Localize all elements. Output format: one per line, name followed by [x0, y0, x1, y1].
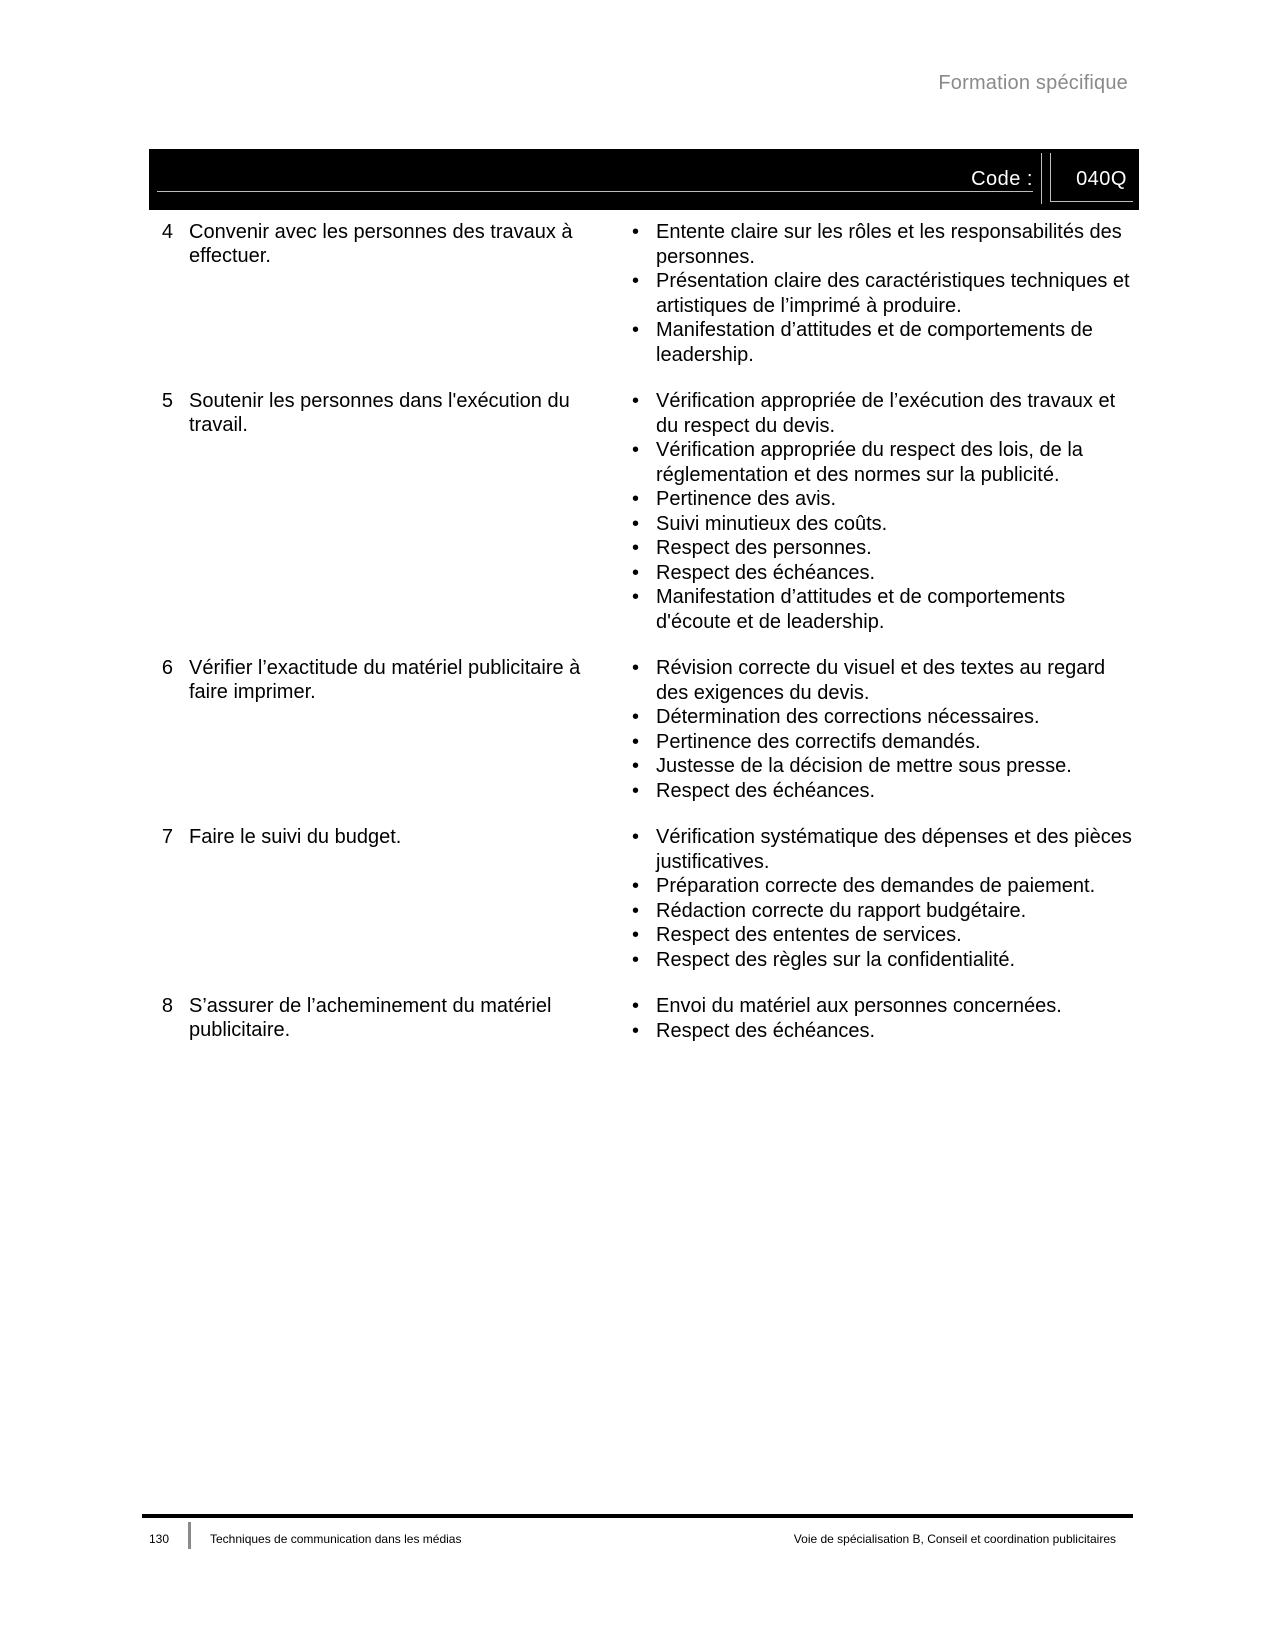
criteria-item	[630, 1019, 1139, 1044]
bullet-icon: •	[632, 730, 640, 753]
element-cell	[149, 220, 604, 367]
criteria-item	[630, 754, 1139, 779]
criteria-list	[630, 220, 1139, 367]
criteria-item	[630, 438, 1139, 487]
bullet-icon: •	[632, 270, 640, 292]
footer-rule	[142, 1514, 1133, 1518]
element-cell	[149, 825, 604, 972]
criteria-list	[630, 389, 1139, 634]
bullet-icon: •	[632, 779, 640, 802]
element-row	[149, 994, 1139, 1043]
bullet-icon: •	[632, 924, 640, 946]
criteria-item	[630, 705, 1139, 730]
criteria-item	[630, 923, 1139, 948]
criteria-item	[630, 825, 1139, 874]
criteria-text: Vérification appropriée du respect des lois, de la réglementation et des normes sur la publicité.	[656, 439, 1083, 486]
criteria-text: Justesse de la décision de mettre sous presse.	[656, 755, 1072, 777]
criteria-text: Suivi minutieux des coûts.	[656, 512, 888, 535]
criteria-item	[630, 512, 1139, 537]
criteria-list	[630, 994, 1139, 1043]
element-number: 7	[161, 826, 173, 848]
criteria-item	[630, 899, 1139, 924]
criteria-text: Manifestation d’attitudes et de comportements d'écoute et de leadership.	[656, 586, 1066, 633]
element-criteria-table	[149, 220, 1139, 1065]
criteria-cell	[630, 994, 1139, 1043]
criteria-item	[630, 389, 1139, 438]
criteria-cell	[630, 389, 1139, 634]
criteria-text: Respect des échéances.	[656, 561, 876, 584]
criteria-text: Entente claire sur les rôles et les responsabilités des personnes.	[656, 221, 1122, 268]
criteria-item	[630, 318, 1139, 367]
bullet-icon: •	[632, 995, 640, 1017]
criteria-text: Pertinence des avis.	[656, 488, 837, 510]
bullet-icon: •	[632, 537, 640, 559]
code-separator	[1041, 153, 1042, 204]
element-text: Vérifier l’exactitude du matériel publicitaire à faire imprimer.	[189, 657, 581, 703]
criteria-text: Respect des ententes de services.	[656, 924, 962, 946]
code-value-box	[1050, 153, 1133, 202]
criteria-item	[630, 730, 1139, 755]
code-bar-rule	[157, 191, 1033, 192]
criteria-item	[630, 561, 1139, 586]
criteria-list	[630, 825, 1139, 972]
criteria-text: Respect des échéances.	[656, 779, 876, 802]
criteria-text: Envoi du matériel aux personnes concernées.	[656, 995, 1062, 1017]
criteria-item	[630, 874, 1139, 899]
criteria-cell	[630, 220, 1139, 367]
criteria-text: Respect des échéances.	[656, 1019, 876, 1042]
bullet-icon: •	[632, 221, 640, 243]
criteria-text: Vérification systématique des dépenses et des pièces justificatives.	[656, 826, 1132, 873]
element-text: Convenir avec les personnes des travaux à effectuer.	[189, 221, 573, 267]
element-cell	[149, 994, 604, 1043]
element-text: Soutenir les personnes dans l'exécution du travail.	[189, 390, 570, 436]
element-number: 6	[161, 657, 173, 679]
bullet-icon: •	[632, 319, 640, 341]
criteria-item	[630, 779, 1139, 804]
bullet-icon: •	[632, 586, 640, 608]
criteria-text: Pertinence des correctifs demandés.	[656, 730, 981, 753]
code-value: 040Q	[1076, 168, 1127, 190]
bullet-icon: •	[632, 1019, 640, 1042]
criteria-cell	[630, 656, 1139, 803]
element-text: S’assurer de l’acheminement du matériel publicitaire.	[189, 995, 552, 1041]
criteria-text: Respect des personnes.	[656, 537, 872, 559]
running-head: Formation spécifique	[938, 72, 1128, 94]
element-row	[149, 656, 1139, 803]
bullet-icon: •	[632, 899, 640, 922]
element-cell	[149, 656, 604, 803]
criteria-item	[630, 585, 1139, 634]
criteria-text: Détermination des corrections nécessaires.	[656, 706, 1040, 728]
criteria-text: Respect des règles sur la confidentialité.	[656, 948, 1016, 971]
criteria-text: Vérification appropriée de l’exécution des travaux et du respect du devis.	[656, 390, 1116, 437]
criteria-item	[630, 220, 1139, 269]
criteria-item	[630, 487, 1139, 512]
bullet-icon: •	[632, 755, 640, 777]
criteria-item	[630, 269, 1139, 318]
bullet-icon: •	[632, 948, 640, 971]
criteria-item	[630, 948, 1139, 973]
criteria-list	[630, 656, 1139, 803]
footer-separator	[188, 1522, 191, 1549]
page-number: 130	[149, 1532, 170, 1546]
footer-specialization: Voie de spécialisation B, Conseil et coordination publicitaires	[793, 1532, 1116, 1546]
bullet-icon: •	[632, 706, 640, 728]
bullet-icon: •	[632, 512, 640, 535]
element-row	[149, 825, 1139, 972]
code-label: Code :	[971, 168, 1033, 190]
criteria-text: Rédaction correcte du rapport budgétaire.	[656, 899, 1027, 922]
element-number: 4	[161, 221, 173, 243]
bullet-icon: •	[632, 657, 640, 679]
criteria-text: Préparation correcte des demandes de paiement.	[656, 875, 1096, 897]
element-number: 5	[161, 390, 173, 412]
element-number: 8	[161, 995, 173, 1017]
criteria-cell	[630, 825, 1139, 972]
bullet-icon: •	[632, 875, 640, 897]
element-row	[149, 220, 1139, 367]
bullet-icon: •	[632, 561, 640, 584]
criteria-text: Manifestation d’attitudes et de comportements de leadership.	[656, 319, 1093, 366]
criteria-item	[630, 994, 1139, 1019]
code-bar	[149, 149, 1139, 210]
bullet-icon: •	[632, 488, 640, 510]
bullet-icon: •	[632, 826, 640, 848]
criteria-item	[630, 536, 1139, 561]
criteria-item	[630, 656, 1139, 705]
footer-program: Techniques de communication dans les médias	[210, 1532, 462, 1546]
bullet-icon: •	[632, 390, 640, 412]
element-cell	[149, 389, 604, 634]
element-text: Faire le suivi du budget.	[189, 826, 402, 848]
criteria-text: Présentation claire des caractéristiques techniques et artistiques de l’imprimé à produire.	[656, 270, 1130, 317]
criteria-text: Révision correcte du visuel et des textes au regard des exigences du devis.	[656, 657, 1106, 704]
bullet-icon: •	[632, 439, 640, 461]
element-row	[149, 389, 1139, 634]
